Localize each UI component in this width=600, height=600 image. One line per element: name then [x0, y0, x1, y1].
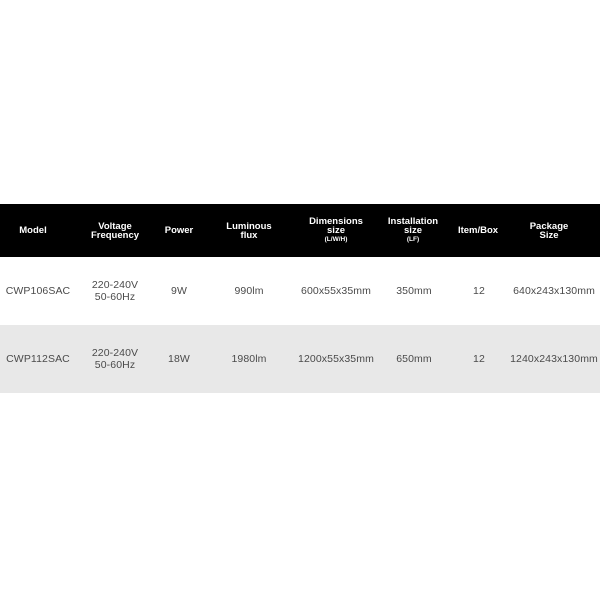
- cell-power: [154, 285, 204, 297]
- header-luminous-label: Luminous: [226, 220, 272, 232]
- header-installation-sub: (LF): [406, 236, 420, 243]
- table-row: [0, 257, 600, 325]
- header-installation-label: Installation: [387, 216, 439, 227]
- cell-item-box-text: 12: [473, 285, 485, 297]
- cell-model: [0, 353, 76, 365]
- cell-voltage-text: 220-240V: [91, 279, 139, 291]
- cell-package: [508, 285, 600, 297]
- cell-model-text: CWP106SAC: [5, 285, 71, 297]
- cell-flux: [204, 285, 294, 297]
- cell-dimensions: [294, 285, 378, 297]
- header-luminous-flux: [194, 222, 304, 240]
- header-dimensions: [304, 217, 368, 244]
- header-package-size-label: Size: [539, 229, 559, 241]
- header-frequency-label: Frequency: [90, 229, 140, 241]
- cell-voltage-frequency: [76, 279, 154, 303]
- header-power-label: Power: [164, 225, 194, 236]
- table-header-row: [0, 204, 600, 257]
- cell-item-box: [450, 353, 508, 365]
- header-package: [498, 222, 600, 240]
- cell-package-text: 1240x243x130mm: [510, 353, 598, 365]
- cell-package: [508, 353, 600, 365]
- cell-flux: [204, 353, 294, 365]
- cell-package-text: 640x243x130mm: [513, 285, 595, 297]
- cell-installation-text: 650mm: [396, 353, 432, 365]
- cell-voltage-frequency: [76, 347, 154, 371]
- spec-table: [0, 204, 600, 393]
- header-model-label: Model: [19, 225, 47, 236]
- cell-dimensions: [294, 353, 378, 365]
- cell-power-text: 9W: [171, 285, 187, 297]
- cell-frequency-text: 50-60Hz: [94, 291, 136, 303]
- cell-flux-text: 990lm: [234, 285, 264, 297]
- cell-model-text: CWP112SAC: [6, 353, 70, 365]
- header-item-box: [458, 226, 498, 235]
- cell-frequency-text: 50-60Hz: [94, 359, 136, 371]
- header-installation-size-label: size: [404, 225, 422, 236]
- cell-dimensions-text: 1200x55x35mm: [298, 353, 374, 365]
- cell-installation: [378, 353, 450, 365]
- cell-installation: [378, 285, 450, 297]
- header-power: [164, 226, 194, 235]
- header-dimensions-sub: (L/W/H): [324, 236, 348, 243]
- header-package-label: Package: [529, 220, 569, 232]
- cell-flux-text: 1980lm: [231, 353, 267, 365]
- header-dimensions-size-label: size: [327, 225, 345, 236]
- header-flux-label: flux: [240, 229, 258, 241]
- cell-installation-text: 350mm: [396, 285, 432, 297]
- header-model: [0, 226, 66, 235]
- cell-item-box-text: 12: [473, 353, 485, 365]
- cell-power: [154, 353, 204, 365]
- header-item-box-label: Item/Box: [457, 225, 499, 236]
- header-installation: [368, 217, 458, 244]
- header-voltage-label: Voltage: [98, 220, 132, 232]
- cell-voltage-text: 220-240V: [91, 347, 139, 359]
- cell-model: [0, 285, 76, 297]
- cell-dimensions-text: 600x55x35mm: [301, 285, 371, 297]
- header-dimensions-label: Dimensions: [309, 216, 363, 227]
- header-voltage-frequency: [66, 222, 164, 240]
- cell-item-box: [450, 285, 508, 297]
- cell-power-text: 18W: [168, 353, 190, 365]
- table-row: [0, 325, 600, 393]
